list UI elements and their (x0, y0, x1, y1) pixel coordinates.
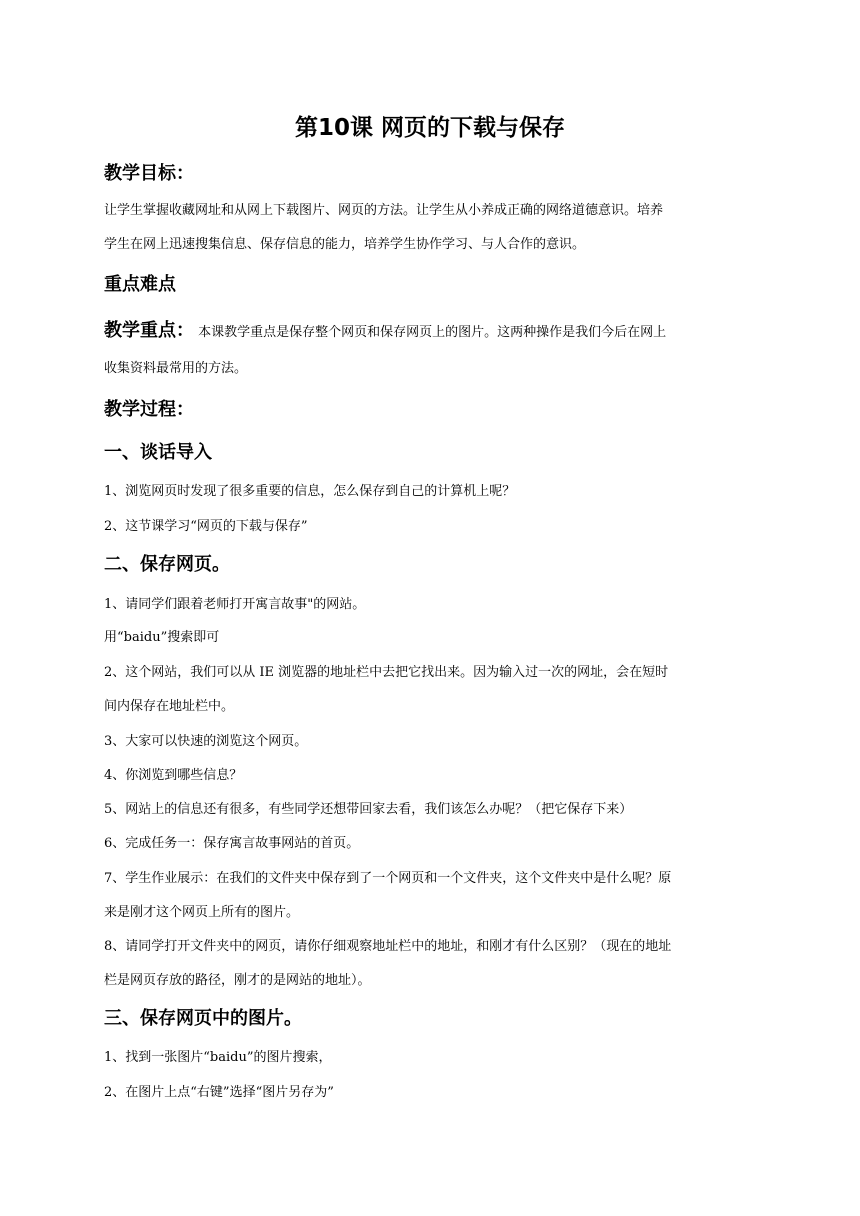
section2-line-11: 8、请同学打开文件夹中的网页，请你仔细观察地址栏中的地址，和刚才有什么区别？（现在的地址 (104, 939, 672, 954)
objectives-heading: 教学目标： (104, 163, 194, 184)
section3-heading: 三、保存网页中的图片。 (104, 1008, 302, 1029)
section2-line-7: 5、网站上的信息还有很多，有些同学还想带回家去看，我们该怎么办呢？（把它保存下来） (104, 802, 633, 817)
section2-line-8: 6、完成任务一：保存寓言故事网站的首页。 (104, 836, 360, 851)
section2-line-5: 3、大家可以快速的浏览这个网页。 (104, 734, 308, 749)
section2-line-4: 间内保存在地址栏中。 (104, 699, 235, 714)
document-title: 第10课 网页的下载与保存 (294, 115, 565, 141)
section1-heading: 一、谈话导入 (104, 442, 212, 463)
section2-line-12: 栏是网页存放的路径，刚才的是网站的地址）。 (104, 973, 371, 988)
key-points-label: 教学重点： (104, 320, 194, 341)
section2-line-10: 来是刚才这个网页上所有的图片。 (104, 905, 300, 920)
section2-line-3: 2、这个网站，我们可以从 IE 浏览器的地址栏中去把它找出来。因为输入过一次的网址，会在短时 (104, 665, 669, 680)
objectives-line-1: 让学生掌握收藏网址和从网上下载图片、网页的方法。让学生从小养成正确的网络道德意识。培养 (104, 203, 664, 218)
process-heading: 教学过程： (104, 399, 194, 420)
section2-heading: 二、保存网页。 (104, 554, 230, 575)
section2-line-2: 用“baidu”搜索即可 (104, 630, 220, 645)
section3-line-1: 1、找到一张图片“baidu”的图片搜索， (104, 1050, 332, 1065)
section2-line-1: 1、请同学们跟着老师打开寓言故事"的网站。 (104, 597, 366, 612)
objectives-line-2: 学生在网上迅速搜集信息、保存信息的能力，培养学生协作学习、与人合作的意识。 (104, 237, 586, 252)
section2-line-9: 7、学生作业展示：在我们的文件夹中保存到了一个网页和一个文件夹，这个文件夹中是什么呢？原 (104, 871, 672, 886)
section3-line-2: 2、在图片上点“右键”选择“图片另存为” (104, 1085, 334, 1100)
section1-line-2: 2、这节课学习“网页的下载与保存” (104, 519, 308, 534)
key-points-line-1 (104, 314, 764, 350)
section1-line-1: 1、浏览网页时发现了很多重要的信息，怎么保存到自己的计算机上呢？ (104, 484, 516, 499)
key-points-line-2: 收集资料最常用的方法。 (104, 361, 248, 376)
key-difficulty-heading: 重点难点 (104, 274, 176, 295)
key-points-text-1: 本课教学重点是保存整个网页和保存网页上的图片。这两种操作是我们今后在网上 (198, 325, 667, 340)
section2-line-6: 4、你浏览到哪些信息？ (104, 768, 243, 783)
